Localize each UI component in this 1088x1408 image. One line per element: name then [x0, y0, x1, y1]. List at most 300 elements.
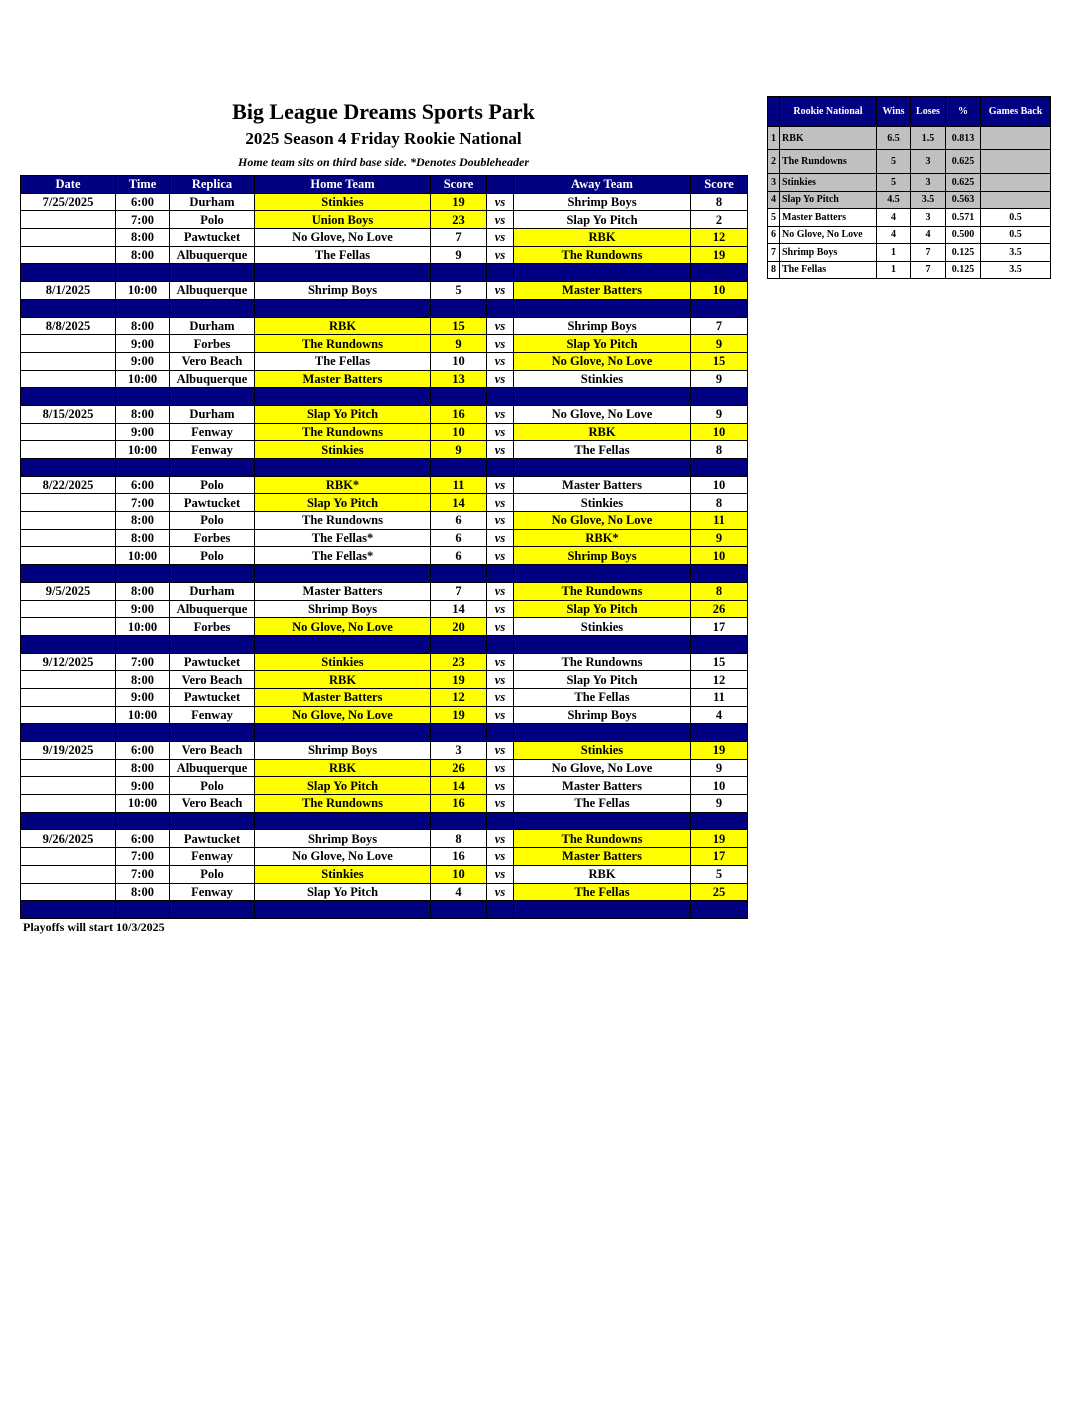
separator-cell [116, 635, 170, 653]
separator-cell [170, 565, 255, 583]
standings-col-loses: Loses [911, 97, 946, 127]
game-replica: Vero Beach [170, 352, 255, 370]
vs-label: vs [487, 582, 514, 600]
game-row [21, 423, 748, 441]
home-team: The Rundowns [255, 512, 431, 530]
game-row [21, 441, 748, 459]
away-score: 10 [691, 476, 748, 494]
standings-row [768, 209, 1051, 227]
standings-wins: 4 [877, 226, 911, 244]
game-replica: Albuquerque [170, 600, 255, 618]
away-team: Slap Yo Pitch [514, 335, 691, 353]
separator-cell [21, 635, 116, 653]
game-row [21, 883, 748, 901]
away-team: Master Batters [514, 848, 691, 866]
away-team: Slap Yo Pitch [514, 671, 691, 689]
home-score: 6 [431, 529, 487, 547]
away-score: 11 [691, 688, 748, 706]
separator-cell [691, 635, 748, 653]
standings-pct: 0.125 [946, 261, 981, 279]
game-replica: Albuquerque [170, 370, 255, 388]
game-time: 7:00 [116, 848, 170, 866]
standings-pct: 0.813 [946, 127, 981, 150]
game-date-empty [21, 547, 116, 565]
week-separator [21, 635, 748, 653]
game-row [21, 830, 748, 848]
game-time: 10:00 [116, 795, 170, 813]
game-row [21, 582, 748, 600]
separator-cell [431, 264, 487, 282]
vs-label: vs [487, 795, 514, 813]
separator-cell [255, 388, 431, 406]
week-separator [21, 724, 748, 742]
game-date-empty [21, 759, 116, 777]
home-team: Stinkies [255, 193, 431, 211]
home-team: Shrimp Boys [255, 282, 431, 300]
standings-team: RBK [780, 127, 877, 150]
standings-games-back: 0.5 [981, 209, 1051, 227]
away-team: No Glove, No Love [514, 352, 691, 370]
game-time: 6:00 [116, 742, 170, 760]
separator-cell [431, 459, 487, 477]
game-replica: Vero Beach [170, 671, 255, 689]
away-team: The Fellas [514, 795, 691, 813]
game-replica: Albuquerque [170, 759, 255, 777]
game-row [21, 193, 748, 211]
home-score: 19 [431, 671, 487, 689]
home-score: 6 [431, 512, 487, 530]
game-row [21, 211, 748, 229]
away-score: 17 [691, 618, 748, 636]
game-time: 7:00 [116, 653, 170, 671]
vs-label: vs [487, 370, 514, 388]
game-row [21, 653, 748, 671]
away-score: 10 [691, 547, 748, 565]
game-row [21, 688, 748, 706]
home-team: Shrimp Boys [255, 742, 431, 760]
standings-row [768, 191, 1051, 209]
standings-pct: 0.625 [946, 174, 981, 192]
standings-rank-col [768, 97, 780, 127]
vs-label: vs [487, 335, 514, 353]
home-score: 15 [431, 317, 487, 335]
separator-cell [487, 812, 514, 830]
game-replica: Durham [170, 582, 255, 600]
away-score: 10 [691, 282, 748, 300]
vs-label: vs [487, 742, 514, 760]
game-date-empty [21, 211, 116, 229]
game-time: 8:00 [116, 317, 170, 335]
home-team: Slap Yo Pitch [255, 405, 431, 423]
standings-header-row [768, 97, 1051, 127]
game-replica: Polo [170, 512, 255, 530]
separator-cell [21, 901, 116, 919]
away-team: Stinkies [514, 494, 691, 512]
away-score: 8 [691, 582, 748, 600]
separator-cell [255, 459, 431, 477]
week-separator [21, 459, 748, 477]
standings-loses: 7 [911, 261, 946, 279]
standings-games-back [981, 150, 1051, 174]
standings-loses: 3 [911, 174, 946, 192]
standings-team: No Glove, No Love [780, 226, 877, 244]
vs-label: vs [487, 653, 514, 671]
away-team: Stinkies [514, 742, 691, 760]
home-score: 3 [431, 742, 487, 760]
game-row [21, 671, 748, 689]
standings-row [768, 261, 1051, 279]
vs-label: vs [487, 211, 514, 229]
standings-wins: 4.5 [877, 191, 911, 209]
home-score: 14 [431, 600, 487, 618]
home-score: 7 [431, 229, 487, 247]
week-separator [21, 299, 748, 317]
game-date-empty [21, 688, 116, 706]
game-replica: Albuquerque [170, 246, 255, 264]
home-score: 14 [431, 494, 487, 512]
separator-cell [514, 459, 691, 477]
separator-cell [431, 565, 487, 583]
game-time: 10:00 [116, 618, 170, 636]
standings-row [768, 150, 1051, 174]
game-replica: Forbes [170, 529, 255, 547]
standings-team: Slap Yo Pitch [780, 191, 877, 209]
separator-cell [487, 724, 514, 742]
standings-pct: 0.563 [946, 191, 981, 209]
game-date: 8/15/2025 [21, 405, 116, 423]
week-separator [21, 565, 748, 583]
game-row [21, 547, 748, 565]
separator-cell [487, 901, 514, 919]
away-team: Slap Yo Pitch [514, 211, 691, 229]
vs-label: vs [487, 777, 514, 795]
game-date-empty [21, 848, 116, 866]
away-score: 9 [691, 405, 748, 423]
separator-cell [255, 635, 431, 653]
away-score: 15 [691, 653, 748, 671]
standings-rank: 7 [768, 244, 780, 262]
standings-wins: 5 [877, 150, 911, 174]
standings-table [767, 96, 1051, 279]
game-replica: Albuquerque [170, 282, 255, 300]
separator-cell [514, 635, 691, 653]
game-replica: Forbes [170, 335, 255, 353]
game-date: 7/25/2025 [21, 193, 116, 211]
game-row [21, 494, 748, 512]
vs-label: vs [487, 476, 514, 494]
home-team: RBK [255, 671, 431, 689]
separator-cell [487, 299, 514, 317]
away-team: The Rundowns [514, 830, 691, 848]
col-replica: Replica [170, 176, 255, 194]
separator-cell [691, 901, 748, 919]
game-replica: Durham [170, 193, 255, 211]
home-team: Master Batters [255, 582, 431, 600]
standings-games-back: 0.5 [981, 226, 1051, 244]
game-time: 10:00 [116, 706, 170, 724]
game-time: 8:00 [116, 246, 170, 264]
separator-cell [255, 565, 431, 583]
separator-cell [487, 459, 514, 477]
away-score: 10 [691, 777, 748, 795]
standings-team: The Rundowns [780, 150, 877, 174]
away-score: 19 [691, 830, 748, 848]
away-score: 5 [691, 865, 748, 883]
game-replica: Polo [170, 476, 255, 494]
col-home-score: Score [431, 176, 487, 194]
home-score: 9 [431, 246, 487, 264]
standings-games-back [981, 127, 1051, 150]
vs-label: vs [487, 865, 514, 883]
away-score: 19 [691, 246, 748, 264]
home-score: 9 [431, 441, 487, 459]
game-date-empty [21, 229, 116, 247]
vs-label: vs [487, 317, 514, 335]
playoffs-note: Playoffs will start 10/3/2025 [23, 920, 165, 934]
home-team: The Fellas [255, 352, 431, 370]
separator-cell [514, 299, 691, 317]
separator-cell [691, 812, 748, 830]
standings-pct: 0.625 [946, 150, 981, 174]
separator-cell [255, 264, 431, 282]
standings-rank: 5 [768, 209, 780, 227]
game-date-empty [21, 352, 116, 370]
separator-cell [691, 299, 748, 317]
home-team: No Glove, No Love [255, 706, 431, 724]
separator-cell [170, 299, 255, 317]
game-replica: Polo [170, 865, 255, 883]
home-score: 16 [431, 405, 487, 423]
home-score: 5 [431, 282, 487, 300]
away-score: 12 [691, 229, 748, 247]
home-score: 16 [431, 795, 487, 813]
standings-pct: 0.500 [946, 226, 981, 244]
home-score: 20 [431, 618, 487, 636]
game-row [21, 706, 748, 724]
game-time: 10:00 [116, 370, 170, 388]
away-score: 17 [691, 848, 748, 866]
away-score: 26 [691, 600, 748, 618]
vs-label: vs [487, 246, 514, 264]
separator-cell [116, 264, 170, 282]
separator-cell [431, 724, 487, 742]
game-date-empty [21, 883, 116, 901]
vs-label: vs [487, 618, 514, 636]
game-row [21, 600, 748, 618]
vs-label: vs [487, 688, 514, 706]
home-score: 11 [431, 476, 487, 494]
game-date: 8/22/2025 [21, 476, 116, 494]
vs-label: vs [487, 193, 514, 211]
game-replica: Fenway [170, 883, 255, 901]
game-row [21, 777, 748, 795]
page-title: Big League Dreams Sports Park [232, 99, 535, 124]
home-team: Slap Yo Pitch [255, 883, 431, 901]
separator-cell [487, 264, 514, 282]
separator-cell [116, 901, 170, 919]
vs-label: vs [487, 759, 514, 777]
game-date-empty [21, 335, 116, 353]
vs-label: vs [487, 547, 514, 565]
away-team: The Rundowns [514, 246, 691, 264]
vs-label: vs [487, 830, 514, 848]
col-away-team: Away Team [514, 176, 691, 194]
game-row [21, 618, 748, 636]
separator-cell [21, 565, 116, 583]
home-score: 14 [431, 777, 487, 795]
home-team: RBK* [255, 476, 431, 494]
separator-cell [514, 264, 691, 282]
away-score: 8 [691, 494, 748, 512]
game-time: 8:00 [116, 671, 170, 689]
game-time: 9:00 [116, 423, 170, 441]
home-team: Shrimp Boys [255, 600, 431, 618]
week-separator [21, 901, 748, 919]
home-score: 9 [431, 335, 487, 353]
game-row [21, 795, 748, 813]
standings-team: The Fellas [780, 261, 877, 279]
home-score: 26 [431, 759, 487, 777]
home-team: Union Boys [255, 211, 431, 229]
game-date-empty [21, 671, 116, 689]
game-date: 9/12/2025 [21, 653, 116, 671]
game-row [21, 246, 748, 264]
standings-wins: 1 [877, 261, 911, 279]
game-replica: Polo [170, 547, 255, 565]
game-time: 7:00 [116, 494, 170, 512]
col-away-score: Score [691, 176, 748, 194]
game-date-empty [21, 865, 116, 883]
game-time: 6:00 [116, 830, 170, 848]
away-score: 15 [691, 352, 748, 370]
standings-pct: 0.125 [946, 244, 981, 262]
separator-cell [487, 565, 514, 583]
standings-row [768, 244, 1051, 262]
page-subtitle: 2025 Season 4 Friday Rookie National [245, 129, 522, 148]
separator-cell [514, 724, 691, 742]
home-team: The Rundowns [255, 795, 431, 813]
vs-label: vs [487, 441, 514, 459]
game-time: 6:00 [116, 476, 170, 494]
separator-cell [514, 388, 691, 406]
game-time: 7:00 [116, 211, 170, 229]
separator-cell [691, 565, 748, 583]
standings-rank: 1 [768, 127, 780, 150]
schedule-header-row [21, 176, 748, 194]
separator-cell [116, 724, 170, 742]
home-team: Stinkies [255, 441, 431, 459]
game-replica: Polo [170, 777, 255, 795]
separator-cell [691, 388, 748, 406]
away-team: Master Batters [514, 476, 691, 494]
vs-label: vs [487, 600, 514, 618]
vs-label: vs [487, 671, 514, 689]
away-score: 9 [691, 335, 748, 353]
away-team: Stinkies [514, 618, 691, 636]
game-row [21, 229, 748, 247]
away-team: No Glove, No Love [514, 512, 691, 530]
away-team: The Fellas [514, 688, 691, 706]
game-time: 8:00 [116, 582, 170, 600]
home-score: 10 [431, 352, 487, 370]
separator-cell [691, 724, 748, 742]
page-note: Home team sits on third base side. *Denotes Doubleheader [238, 155, 529, 169]
separator-cell [170, 724, 255, 742]
game-date-empty [21, 795, 116, 813]
home-team: The Fellas* [255, 529, 431, 547]
away-team: No Glove, No Love [514, 759, 691, 777]
away-team: Shrimp Boys [514, 547, 691, 565]
separator-cell [431, 901, 487, 919]
col-date: Date [21, 176, 116, 194]
separator-cell [255, 724, 431, 742]
away-score: 8 [691, 193, 748, 211]
game-time: 9:00 [116, 352, 170, 370]
separator-cell [116, 388, 170, 406]
standings-team: Stinkies [780, 174, 877, 192]
game-replica: Polo [170, 211, 255, 229]
standings-loses: 3 [911, 209, 946, 227]
home-team: RBK [255, 317, 431, 335]
away-score: 25 [691, 883, 748, 901]
separator-cell [116, 459, 170, 477]
standings-rank: 3 [768, 174, 780, 192]
separator-cell [514, 812, 691, 830]
game-time: 9:00 [116, 688, 170, 706]
separator-cell [21, 264, 116, 282]
home-team: No Glove, No Love [255, 848, 431, 866]
game-row [21, 512, 748, 530]
away-score: 11 [691, 512, 748, 530]
game-replica: Pawtucket [170, 494, 255, 512]
vs-label: vs [487, 706, 514, 724]
away-team: RBK [514, 423, 691, 441]
separator-cell [170, 812, 255, 830]
game-row [21, 352, 748, 370]
vs-label: vs [487, 883, 514, 901]
game-time: 7:00 [116, 865, 170, 883]
game-time: 8:00 [116, 529, 170, 547]
game-replica: Pawtucket [170, 229, 255, 247]
game-replica: Durham [170, 317, 255, 335]
away-team: Stinkies [514, 370, 691, 388]
separator-cell [431, 812, 487, 830]
standings-loses: 3 [911, 150, 946, 174]
schedule-table [20, 175, 748, 919]
standings-col-wins: Wins [877, 97, 911, 127]
game-row [21, 370, 748, 388]
game-replica: Durham [170, 405, 255, 423]
separator-cell [116, 299, 170, 317]
standings-wins: 5 [877, 174, 911, 192]
game-time: 10:00 [116, 547, 170, 565]
home-score: 7 [431, 582, 487, 600]
separator-cell [21, 724, 116, 742]
game-date-empty [21, 618, 116, 636]
away-score: 19 [691, 742, 748, 760]
standings-col-division: Rookie National [780, 97, 877, 127]
separator-cell [170, 388, 255, 406]
home-score: 10 [431, 423, 487, 441]
separator-cell [255, 812, 431, 830]
separator-cell [487, 388, 514, 406]
game-row [21, 865, 748, 883]
col-time: Time [116, 176, 170, 194]
game-time: 8:00 [116, 883, 170, 901]
game-replica: Pawtucket [170, 653, 255, 671]
separator-cell [255, 299, 431, 317]
week-separator [21, 264, 748, 282]
